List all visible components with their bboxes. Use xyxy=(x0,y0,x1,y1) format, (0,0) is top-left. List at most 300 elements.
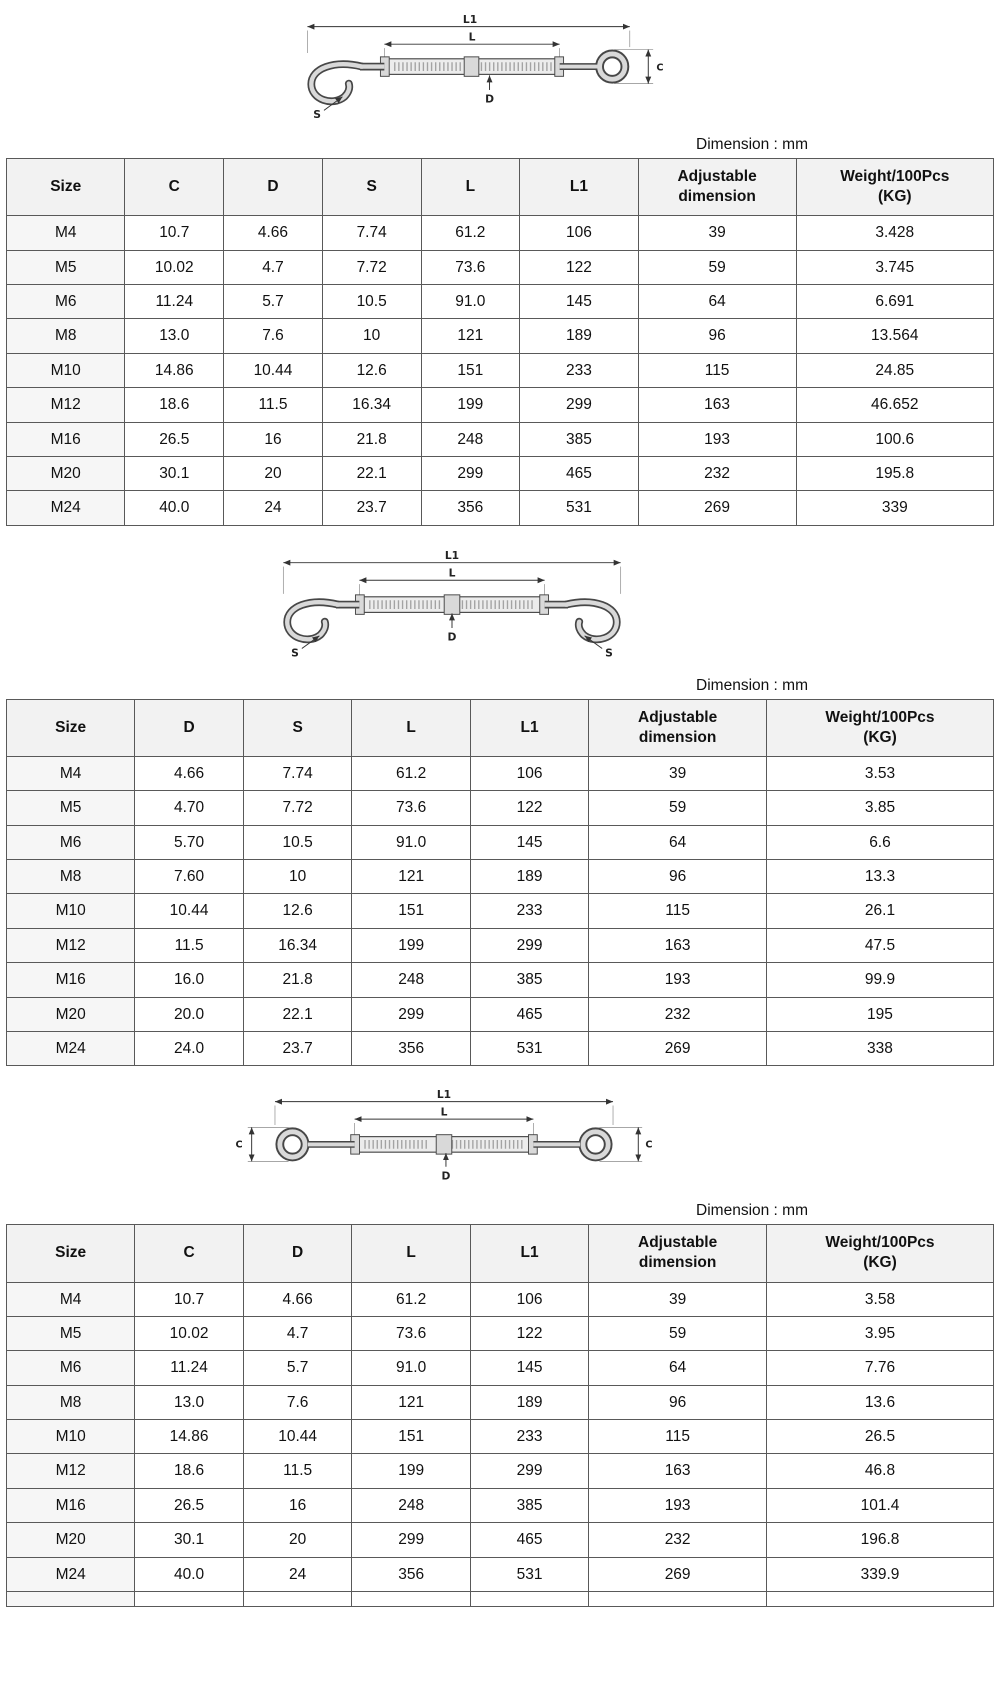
column-header: Size xyxy=(7,1225,135,1282)
value-cell: 145 xyxy=(520,285,638,319)
column-header: C xyxy=(125,159,224,216)
size-cell: M8 xyxy=(7,319,125,353)
column-header: Adjustable dimension xyxy=(589,1225,767,1282)
value-cell: 20 xyxy=(224,456,323,490)
value-cell: 7.72 xyxy=(322,250,421,284)
table-row xyxy=(7,825,994,859)
size-cell: M4 xyxy=(7,216,125,250)
dim-label-l1: L1 xyxy=(462,14,478,26)
value-cell: 5.7 xyxy=(224,285,323,319)
turnbuckle-body xyxy=(355,595,548,615)
value-cell: 106 xyxy=(470,756,588,790)
value-cell: 248 xyxy=(421,422,520,456)
value-cell: 269 xyxy=(638,491,796,525)
dimension-d xyxy=(442,1153,451,1182)
section-hook-and-eye xyxy=(6,14,994,526)
value-cell: 163 xyxy=(589,928,767,962)
value-cell: 40.0 xyxy=(135,1557,244,1591)
value-cell: 4.66 xyxy=(135,756,244,790)
value-cell: 385 xyxy=(470,1488,588,1522)
dim-label-c: C xyxy=(656,62,664,74)
value-cell: 16 xyxy=(224,422,323,456)
value-cell: 73.6 xyxy=(421,250,520,284)
hook-and-eye-spec-table xyxy=(6,158,994,526)
value-cell: 196.8 xyxy=(766,1523,993,1557)
table-row xyxy=(7,388,994,422)
value-cell: 195.8 xyxy=(796,456,993,490)
value-cell: 24.0 xyxy=(135,1031,244,1065)
value-cell: 39 xyxy=(638,216,796,250)
value-cell: 269 xyxy=(589,1031,767,1065)
value-cell: 5.7 xyxy=(243,1351,352,1385)
size-cell: M6 xyxy=(7,1351,135,1385)
column-header: D xyxy=(224,159,323,216)
size-cell: M16 xyxy=(7,422,125,456)
value-cell: 356 xyxy=(352,1557,470,1591)
column-header: L xyxy=(421,159,520,216)
value-cell: 189 xyxy=(470,1385,588,1419)
value-cell: 39 xyxy=(589,1282,767,1316)
size-cell: M5 xyxy=(7,791,135,825)
column-header: S xyxy=(243,699,352,756)
value-cell: 199 xyxy=(352,1454,470,1488)
value-cell: 465 xyxy=(470,1523,588,1557)
value-cell: 18.6 xyxy=(135,1454,244,1488)
value-cell: 64 xyxy=(638,285,796,319)
value-cell: 338 xyxy=(766,1031,993,1065)
dim-label-d: D xyxy=(447,630,457,644)
table-row xyxy=(7,894,994,928)
value-cell: 16 xyxy=(243,1488,352,1522)
column-header: Adjustable dimension xyxy=(638,159,796,216)
value-cell: 145 xyxy=(470,1351,588,1385)
column-header: L1 xyxy=(470,1225,588,1282)
dim-label-l: L xyxy=(440,1105,448,1119)
value-cell: 248 xyxy=(352,1488,470,1522)
value-cell: 101.4 xyxy=(766,1488,993,1522)
table-row xyxy=(7,1488,994,1522)
value-cell: 299 xyxy=(421,456,520,490)
dimension-l xyxy=(384,30,559,58)
value-cell: 39 xyxy=(589,756,767,790)
value-cell: 13.0 xyxy=(135,1385,244,1419)
value-cell: 18.6 xyxy=(125,388,224,422)
value-cell xyxy=(589,1591,767,1606)
value-cell: 4.70 xyxy=(135,791,244,825)
dimension-unit-note: Dimension : mm xyxy=(696,136,808,153)
value-cell: 59 xyxy=(638,250,796,284)
table-row xyxy=(7,1523,994,1557)
table-row xyxy=(7,491,994,525)
size-cell: M6 xyxy=(7,285,125,319)
value-cell: 5.70 xyxy=(135,825,244,859)
column-header: Weight/100Pcs (KG) xyxy=(796,159,993,216)
table-row xyxy=(7,422,994,456)
value-cell: 7.74 xyxy=(243,756,352,790)
size-cell: M10 xyxy=(7,1420,135,1454)
size-cell: M5 xyxy=(7,250,125,284)
value-cell: 26.1 xyxy=(766,894,993,928)
value-cell: 26.5 xyxy=(125,422,224,456)
hook-and-eye-turnbuckle-diagram xyxy=(267,14,677,126)
size-cell: M24 xyxy=(7,491,125,525)
dim-label-s: S xyxy=(313,108,322,122)
value-cell: 73.6 xyxy=(352,1316,470,1350)
value-cell: 10.02 xyxy=(135,1316,244,1350)
column-header: D xyxy=(243,1225,352,1282)
value-cell: 232 xyxy=(589,997,767,1031)
dimension-unit-note: Dimension : mm xyxy=(696,676,808,694)
hook-and-hook-diagram-wrap xyxy=(6,550,898,667)
value-cell: 233 xyxy=(470,894,588,928)
value-cell: 199 xyxy=(421,388,520,422)
value-cell: 121 xyxy=(352,1385,470,1419)
value-cell: 11.5 xyxy=(224,388,323,422)
value-cell: 11.24 xyxy=(125,285,224,319)
size-cell: M8 xyxy=(7,860,135,894)
value-cell: 4.7 xyxy=(243,1316,352,1350)
value-cell: 26.5 xyxy=(766,1420,993,1454)
dimension-d xyxy=(485,75,494,105)
value-cell: 122 xyxy=(520,250,638,284)
value-cell: 10 xyxy=(243,860,352,894)
dim-label-c-right: C xyxy=(645,1139,653,1151)
value-cell: 22.1 xyxy=(243,997,352,1031)
value-cell: 3.428 xyxy=(796,216,993,250)
size-cell: M12 xyxy=(7,1454,135,1488)
value-cell: 22.1 xyxy=(322,456,421,490)
value-cell: 106 xyxy=(520,216,638,250)
value-cell: 20 xyxy=(243,1523,352,1557)
size-cell: M10 xyxy=(7,894,135,928)
table-row xyxy=(7,860,994,894)
size-cell: M12 xyxy=(7,388,125,422)
eye-and-eye-spec-table xyxy=(6,1224,994,1607)
value-cell: 10.44 xyxy=(135,894,244,928)
dimension-unit-note: Dimension : mm xyxy=(696,1202,808,1220)
column-header: L xyxy=(352,699,470,756)
value-cell: 30.1 xyxy=(125,456,224,490)
value-cell: 24.85 xyxy=(796,353,993,387)
value-cell: 11.5 xyxy=(135,928,244,962)
value-cell: 7.6 xyxy=(224,319,323,353)
value-cell: 115 xyxy=(638,353,796,387)
value-cell: 10.7 xyxy=(135,1282,244,1316)
value-cell: 232 xyxy=(589,1523,767,1557)
column-header: Weight/100Pcs (KG) xyxy=(766,1225,993,1282)
hook-and-hook-spec-table xyxy=(6,699,994,1067)
table-row xyxy=(7,997,994,1031)
size-cell: M24 xyxy=(7,1031,135,1065)
value-cell: 64 xyxy=(589,1351,767,1385)
value-cell: 96 xyxy=(638,319,796,353)
hook-and-hook-turnbuckle-diagram xyxy=(247,550,657,667)
value-cell: 299 xyxy=(352,997,470,1031)
value-cell: 269 xyxy=(589,1557,767,1591)
value-cell: 193 xyxy=(589,963,767,997)
header-row xyxy=(7,699,994,756)
value-cell: 10.44 xyxy=(224,353,323,387)
value-cell: 23.7 xyxy=(322,491,421,525)
value-cell: 233 xyxy=(520,353,638,387)
value-cell: 115 xyxy=(589,894,767,928)
header-row xyxy=(7,159,994,216)
table-row xyxy=(7,456,994,490)
column-header: L xyxy=(352,1225,470,1282)
value-cell: 30.1 xyxy=(135,1523,244,1557)
dim-label-d: D xyxy=(485,92,494,106)
size-cell: M24 xyxy=(7,1557,135,1591)
value-cell: 12.6 xyxy=(322,353,421,387)
size-cell: M16 xyxy=(7,963,135,997)
value-cell: 7.6 xyxy=(243,1385,352,1419)
value-cell: 14.86 xyxy=(135,1420,244,1454)
table-row xyxy=(7,1557,994,1591)
value-cell: 299 xyxy=(352,1523,470,1557)
value-cell: 59 xyxy=(589,791,767,825)
table-row xyxy=(7,963,994,997)
value-cell: 46.8 xyxy=(766,1454,993,1488)
table-row xyxy=(7,250,994,284)
value-cell: 122 xyxy=(470,791,588,825)
column-header: Size xyxy=(7,699,135,756)
size-cell: M20 xyxy=(7,997,135,1031)
value-cell: 24 xyxy=(243,1557,352,1591)
right-hook xyxy=(545,602,617,639)
table-row xyxy=(7,756,994,790)
value-cell: 7.76 xyxy=(766,1351,993,1385)
value-cell: 3.85 xyxy=(766,791,993,825)
value-cell: 356 xyxy=(421,491,520,525)
value-cell: 64 xyxy=(589,825,767,859)
eye-and-eye-diagram-wrap xyxy=(6,1090,882,1192)
value-cell xyxy=(243,1591,352,1606)
value-cell: 163 xyxy=(589,1454,767,1488)
value-cell: 248 xyxy=(352,963,470,997)
table-row xyxy=(7,1454,994,1488)
dim-label-l1: L1 xyxy=(436,1090,452,1102)
value-cell xyxy=(470,1591,588,1606)
value-cell: 73.6 xyxy=(352,791,470,825)
header-row xyxy=(7,1225,994,1282)
value-cell: 10.02 xyxy=(125,250,224,284)
value-cell: 151 xyxy=(352,1420,470,1454)
value-cell: 121 xyxy=(421,319,520,353)
value-cell: 24 xyxy=(224,491,323,525)
column-header: S xyxy=(322,159,421,216)
value-cell: 232 xyxy=(638,456,796,490)
hook-and-eye-diagram-wrap xyxy=(6,14,938,126)
value-cell: 115 xyxy=(589,1420,767,1454)
turnbuckle-body xyxy=(380,57,563,76)
value-cell: 4.66 xyxy=(243,1282,352,1316)
table-row xyxy=(7,216,994,250)
right-eye xyxy=(560,54,625,79)
column-header: L1 xyxy=(520,159,638,216)
table-row xyxy=(7,353,994,387)
value-cell: 356 xyxy=(352,1031,470,1065)
table-row xyxy=(7,1385,994,1419)
value-cell: 7.72 xyxy=(243,791,352,825)
size-cell: M5 xyxy=(7,1316,135,1350)
value-cell: 151 xyxy=(352,894,470,928)
value-cell: 122 xyxy=(470,1316,588,1350)
value-cell: 59 xyxy=(589,1316,767,1350)
value-cell: 16.0 xyxy=(135,963,244,997)
column-header: L1 xyxy=(470,699,588,756)
value-cell: 339.9 xyxy=(766,1557,993,1591)
size-cell: M6 xyxy=(7,825,135,859)
dimension-l xyxy=(359,566,544,596)
value-cell: 189 xyxy=(470,860,588,894)
value-cell: 47.5 xyxy=(766,928,993,962)
eye-and-eye-turnbuckle-diagram xyxy=(230,1090,658,1192)
value-cell: 46.652 xyxy=(796,388,993,422)
table-row xyxy=(7,1282,994,1316)
value-cell: 465 xyxy=(470,997,588,1031)
table-row xyxy=(7,791,994,825)
value-cell: 199 xyxy=(352,928,470,962)
value-cell: 531 xyxy=(470,1557,588,1591)
dim-label-c-left: C xyxy=(235,1139,243,1151)
value-cell: 3.58 xyxy=(766,1282,993,1316)
value-cell: 10.5 xyxy=(322,285,421,319)
value-cell: 96 xyxy=(589,860,767,894)
value-cell: 12.6 xyxy=(243,894,352,928)
size-cell: M8 xyxy=(7,1385,135,1419)
value-cell: 40.0 xyxy=(125,491,224,525)
value-cell: 299 xyxy=(520,388,638,422)
value-cell: 10.44 xyxy=(243,1420,352,1454)
value-cell: 10 xyxy=(322,319,421,353)
section-eye-and-eye xyxy=(6,1090,994,1607)
value-cell: 193 xyxy=(638,422,796,456)
value-cell: 385 xyxy=(470,963,588,997)
table-row xyxy=(7,1420,994,1454)
value-cell: 99.9 xyxy=(766,963,993,997)
table-row xyxy=(7,1316,994,1350)
value-cell: 531 xyxy=(520,491,638,525)
dimension-l xyxy=(355,1106,534,1135)
dim-label-l: L xyxy=(448,565,456,579)
value-cell: 3.53 xyxy=(766,756,993,790)
value-cell: 91.0 xyxy=(352,825,470,859)
value-cell: 3.95 xyxy=(766,1316,993,1350)
column-header: Adjustable dimension xyxy=(589,699,767,756)
value-cell: 13.564 xyxy=(796,319,993,353)
column-header: C xyxy=(135,1225,244,1282)
value-cell: 465 xyxy=(520,456,638,490)
value-cell: 20.0 xyxy=(135,997,244,1031)
value-cell: 299 xyxy=(470,1454,588,1488)
value-cell: 7.60 xyxy=(135,860,244,894)
size-cell: M10 xyxy=(7,353,125,387)
table-row xyxy=(7,285,994,319)
value-cell: 195 xyxy=(766,997,993,1031)
value-cell: 13.0 xyxy=(125,319,224,353)
value-cell: 23.7 xyxy=(243,1031,352,1065)
left-hook xyxy=(311,64,384,101)
value-cell: 10.7 xyxy=(125,216,224,250)
left-hook xyxy=(287,602,359,639)
value-cell: 14.86 xyxy=(125,353,224,387)
value-cell xyxy=(135,1591,244,1606)
value-cell: 61.2 xyxy=(352,756,470,790)
value-cell: 26.5 xyxy=(135,1488,244,1522)
dim-label-s-right: S xyxy=(605,645,613,659)
column-header: D xyxy=(135,699,244,756)
left-eye xyxy=(280,1132,355,1157)
value-cell: 6.691 xyxy=(796,285,993,319)
value-cell: 233 xyxy=(470,1420,588,1454)
value-cell: 61.2 xyxy=(421,216,520,250)
value-cell: 121 xyxy=(352,860,470,894)
value-cell: 6.6 xyxy=(766,825,993,859)
value-cell: 13.3 xyxy=(766,860,993,894)
right-eye xyxy=(533,1132,608,1157)
value-cell: 299 xyxy=(470,928,588,962)
value-cell: 96 xyxy=(589,1385,767,1419)
value-cell: 10.5 xyxy=(243,825,352,859)
size-cell: M4 xyxy=(7,756,135,790)
column-header: Size xyxy=(7,159,125,216)
dimension-d xyxy=(448,613,457,643)
value-cell: 531 xyxy=(470,1031,588,1065)
value-cell: 4.66 xyxy=(224,216,323,250)
table-row xyxy=(7,1351,994,1385)
value-cell: 16.34 xyxy=(322,388,421,422)
table-row xyxy=(7,1591,994,1606)
value-cell: 91.0 xyxy=(421,285,520,319)
value-cell: 21.8 xyxy=(243,963,352,997)
table-row xyxy=(7,1031,994,1065)
dim-label-d: D xyxy=(441,1169,451,1183)
value-cell xyxy=(766,1591,993,1606)
value-cell: 385 xyxy=(520,422,638,456)
value-cell: 21.8 xyxy=(322,422,421,456)
value-cell: 7.74 xyxy=(322,216,421,250)
value-cell: 3.745 xyxy=(796,250,993,284)
value-cell: 16.34 xyxy=(243,928,352,962)
dim-label-s-left: S xyxy=(291,645,299,659)
size-cell: M20 xyxy=(7,456,125,490)
value-cell xyxy=(352,1591,470,1606)
value-cell: 193 xyxy=(589,1488,767,1522)
value-cell: 13.6 xyxy=(766,1385,993,1419)
value-cell: 189 xyxy=(520,319,638,353)
column-header: Weight/100Pcs (KG) xyxy=(766,699,993,756)
table-row xyxy=(7,319,994,353)
value-cell: 151 xyxy=(421,353,520,387)
table-row xyxy=(7,928,994,962)
size-cell: M12 xyxy=(7,928,135,962)
value-cell: 11.24 xyxy=(135,1351,244,1385)
section-hook-and-hook xyxy=(6,550,994,1067)
value-cell: 91.0 xyxy=(352,1351,470,1385)
value-cell: 106 xyxy=(470,1282,588,1316)
dim-label-l: L xyxy=(468,30,476,44)
value-cell: 145 xyxy=(470,825,588,859)
dim-label-l1: L1 xyxy=(444,549,460,562)
value-cell: 4.7 xyxy=(224,250,323,284)
turnbuckle-body xyxy=(351,1135,538,1154)
value-cell: 163 xyxy=(638,388,796,422)
size-cell xyxy=(7,1591,135,1606)
value-cell: 339 xyxy=(796,491,993,525)
value-cell: 100.6 xyxy=(796,422,993,456)
size-cell: M16 xyxy=(7,1488,135,1522)
size-cell: M20 xyxy=(7,1523,135,1557)
